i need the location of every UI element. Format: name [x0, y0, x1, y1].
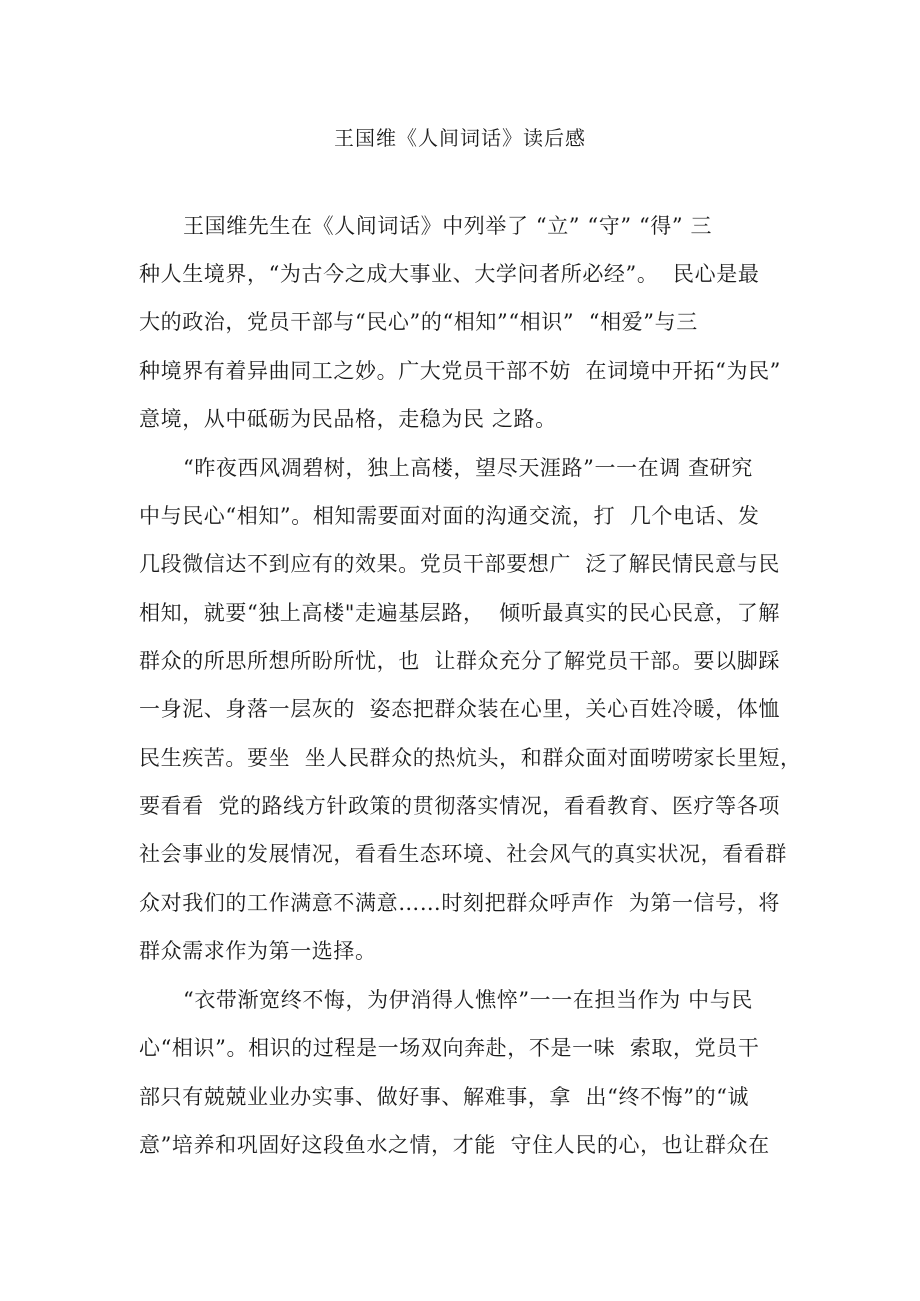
paragraph-1-line-5: 意境，从中砥砺为民品格，走稳为民 之路。 — [139, 407, 557, 431]
paragraph-2-line-10: 众对我们的工作满意不满意……时刻把群众呼声作 为第一信号，将 — [139, 891, 780, 915]
paragraph-2-line-5: 群众的所思所想所盼所忧，也 让群众充分了解党员干部。要以脚踩 — [139, 649, 780, 673]
paragraph-2-line-3: 几段微信达不到应有的效果。党员干部要想广 泛了解民情民意与民 — [139, 552, 780, 576]
paragraph-2-line-9: 社会事业的发展情况，看看生态环境、社会风气的真实状况，看看群 — [139, 842, 787, 866]
paragraph-2-line-4: 相知，就要“独上高楼"走遍基层路， 倾听最真实的民心民意，了解 — [139, 601, 780, 625]
paragraph-2-line-11: 群众需求作为第一选择。 — [139, 939, 377, 963]
paragraph-2-line-7: 民生疾苦。要坐 坐人民群众的热炕头，和群众面对面唠唠家长里短， — [139, 746, 802, 770]
paragraph-2-line-2: 中与民心“相知”。相知需要面对面的沟通交流，打 几个电话、发 — [139, 504, 760, 528]
paragraph-1-line-2: 种人生境界，“为古今之成大事业、大学问者所必经”。 民心是最 — [139, 262, 760, 286]
paragraph-3-line-2: 心“相识”。相识的过程是一场双向奔赴，不是一味 索取，党员干 — [139, 1036, 760, 1060]
paragraph-1-line-4: 种境界有着异曲同工之妙。广大党员干部不妨 在词境中开拓“为民” — [139, 359, 782, 383]
paragraph-1-line-1: 王国维先生在《人间词话》中列举了 “立” “守” “得” 三 — [183, 214, 713, 238]
paragraph-2-line-6: 一身泥、身落一层灰的 姿态把群众装在心里，关心百姓冷暖，体恤 — [139, 697, 780, 721]
paragraph-3-line-1: “衣带渐宽终不悔，为伊消得人憔悴”一一在担当作为 中与民 — [183, 988, 753, 1012]
paragraph-3-line-4: 意”培养和巩固好这段鱼水之情，才能 守住人民的心，也让群众在 — [139, 1133, 770, 1157]
paragraph-2-line-1: “昨夜西风凋碧树，独上高楼，望尽天涯路”一一在调 查研究 — [183, 456, 753, 480]
page-title: 王国维《人间词话》读后感 — [334, 126, 586, 150]
paragraph-2-line-8: 要看看 党的路线方针政策的贯彻落实情况，看看教育、医疗等各项 — [139, 794, 780, 818]
paragraph-1-line-3: 大的政治，党员干部与“民心”的“相知”“相识” “相爱”与三 — [139, 310, 698, 334]
paragraph-3-line-3: 部只有兢兢业业办实事、做好事、解难事，拿 出“终不悔”的“诚 — [139, 1085, 750, 1109]
